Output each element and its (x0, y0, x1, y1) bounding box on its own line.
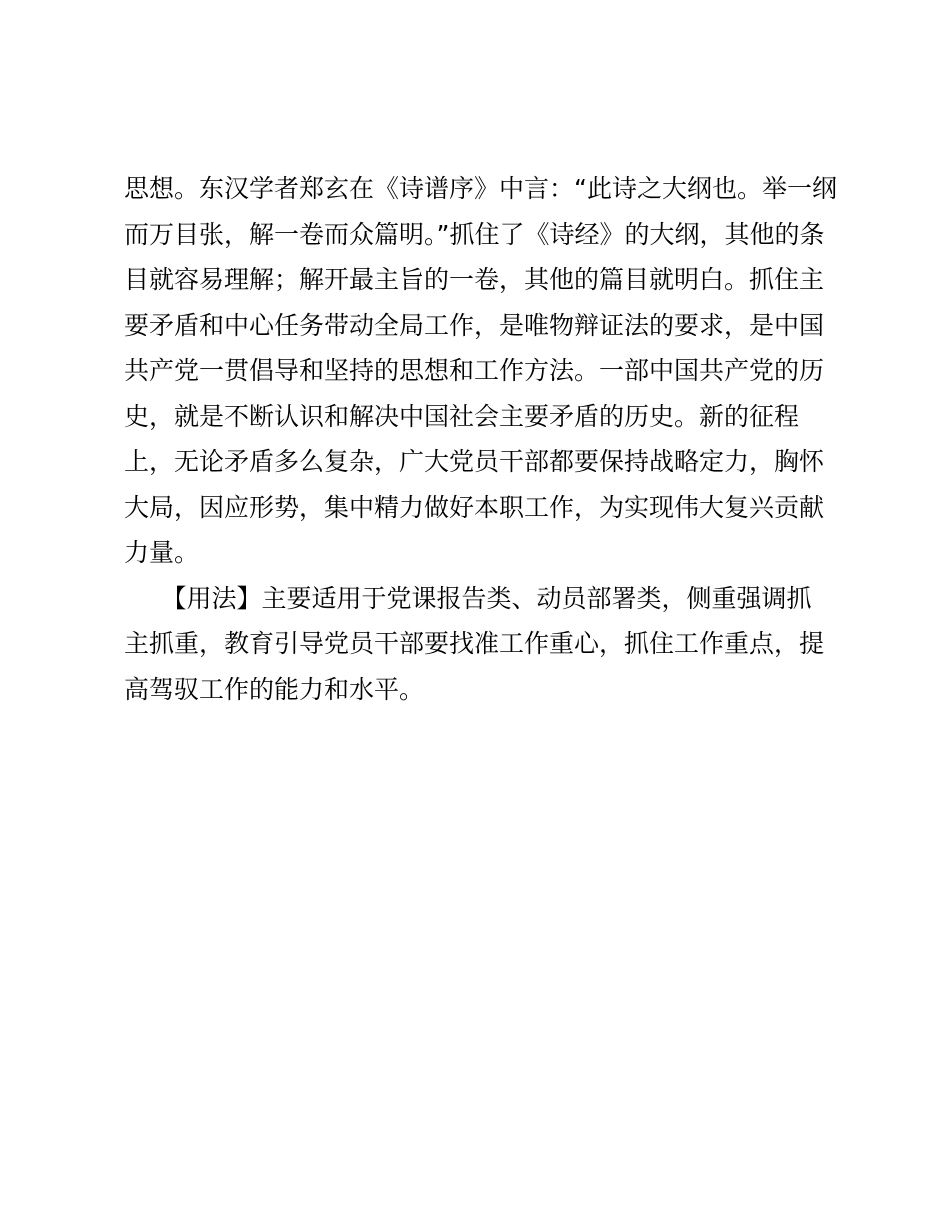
text-line: 目就容易理解；解开最主旨的一卷，其他的篇目就明白。抓住主 (124, 265, 825, 294)
text-line: 【用法】主要适用于党课报告类、动员部署类，侧重强调抓 (124, 583, 812, 613)
paragraph-usage (124, 576, 844, 713)
paragraph-main (124, 166, 844, 576)
text-line: 上，无论矛盾多么复杂，广大党员干部都要保持战略定力，胸怀 (124, 447, 825, 476)
text-line: 力量。 (124, 538, 200, 567)
text-line: 思想。东汉学者郑玄在《诗谱序》中言：“此诗之大纲也。举一纲 (124, 174, 837, 203)
text-line: 共产党一贯倡导和坚持的思想和工作方法。一部中国共产党的历 (124, 356, 825, 385)
text-line: 要矛盾和中心任务带动全局工作，是唯物辩证法的要求，是中国 (124, 310, 825, 340)
body-text (124, 166, 844, 712)
text-line: 而万目张，解一卷而众篇明。”抓住了《诗经》的大纲，其他的条 (124, 219, 825, 249)
text-line: 大局，因应形势，集中精力做好本职工作，为实现伟大复兴贡献 (124, 492, 825, 522)
text-line: 史，就是不断认识和解决中国社会主要矛盾的历史。新的征程 (124, 401, 800, 431)
text-line: 高驾驭工作的能力和水平。 (124, 674, 425, 704)
text-line: 主抓重，教育引导党员干部要找准工作重心，抓住工作重点，提 (124, 629, 825, 658)
